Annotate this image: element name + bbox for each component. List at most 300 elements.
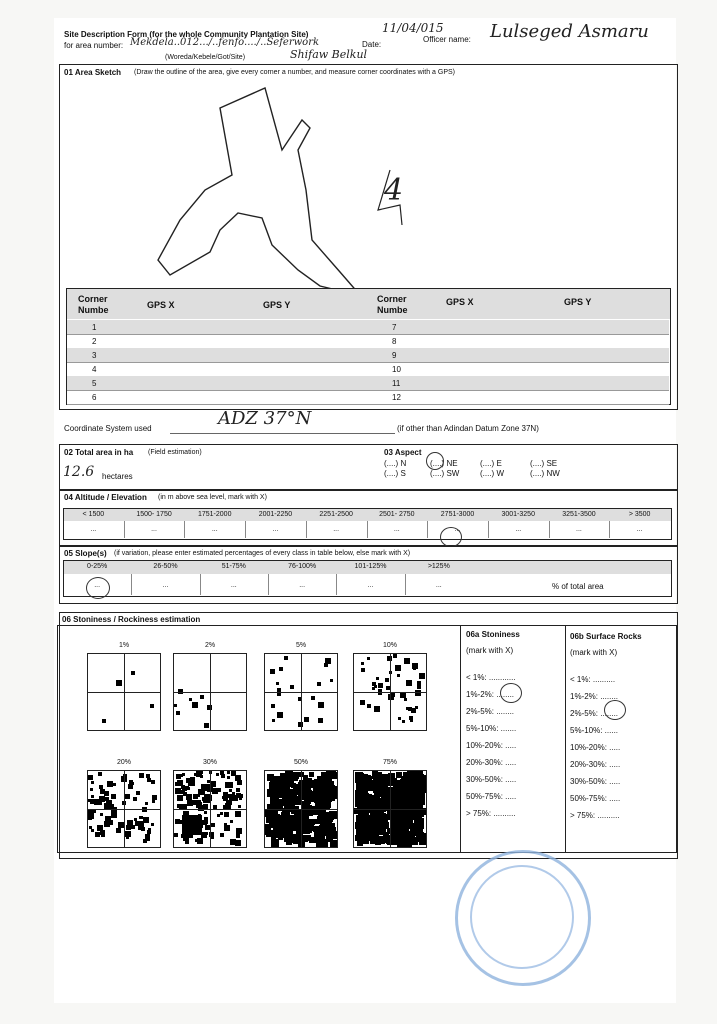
stone-percent-label: 5% [295, 642, 307, 649]
altitude-option: 1500- 1750 [136, 511, 172, 518]
stone-dot [99, 785, 103, 789]
stone-dot [205, 821, 208, 824]
stone-dot [105, 797, 109, 801]
corner-number-left: 2 [92, 337, 97, 346]
stone-panel-hline [265, 692, 337, 693]
altitude-blank: ... [211, 526, 218, 533]
form-title: Site Description Form (for the whole Community Plantation Site) [64, 30, 309, 39]
gps-x-label-right: GPS X [446, 297, 474, 307]
stone-dot [220, 812, 223, 815]
stone-dot [89, 814, 94, 819]
slope-option: >125% [427, 563, 450, 570]
corner-number-right: 8 [392, 337, 397, 346]
stone-dot [299, 827, 305, 833]
stone-dot [200, 775, 203, 778]
stoniness-item: < 1%: ............ [466, 673, 516, 682]
slope-option: 0-25% [87, 563, 108, 570]
stone-dot [404, 698, 407, 701]
stone-dot [394, 818, 401, 825]
officer-name: Lulseged Asmaru [490, 21, 649, 42]
stone-dot [284, 656, 288, 660]
stone-dot [148, 828, 151, 831]
stone-dot [151, 780, 155, 784]
slope-blank: ... [230, 582, 237, 589]
aspect-option: (....) E [480, 459, 502, 468]
corner-number-right: 7 [392, 323, 397, 332]
stone-dot [355, 798, 363, 806]
slope-divider [131, 574, 132, 595]
stone-dot [395, 665, 401, 671]
stone-dot [98, 772, 102, 776]
stone-dot [392, 778, 397, 783]
slope-blank: ... [367, 582, 374, 589]
stone-dot [221, 774, 225, 778]
stone-dot [216, 773, 219, 776]
area-number-label: for area number: [64, 41, 124, 50]
stone-dot [406, 680, 412, 686]
altitude-divider [124, 521, 125, 538]
stone-dot [309, 772, 314, 777]
corner-row-line [67, 334, 669, 335]
stone-dot [304, 825, 312, 833]
stone-dot [266, 830, 273, 837]
coord-system-value: ADZ 37°N [218, 408, 312, 429]
stone-dot [330, 840, 338, 848]
stone-dot [416, 774, 424, 782]
gps-y-label-left: GPS Y [263, 300, 291, 310]
stone-dot [192, 702, 198, 708]
stone-dot [378, 683, 383, 688]
altitude-option: 2751-3000 [440, 511, 475, 518]
section-03-label: 03 Aspect [384, 448, 422, 457]
corner-number-right: 10 [392, 365, 401, 374]
stone-dot [200, 695, 204, 699]
slope-option: 51-75% [221, 563, 246, 570]
stone-dot [392, 793, 398, 799]
altitude-divider [306, 521, 307, 538]
corner-row-line [67, 404, 669, 405]
stone-dot [415, 706, 418, 709]
stone-dot [136, 791, 140, 795]
stone-dot [374, 792, 380, 798]
stone-dot [374, 782, 381, 789]
stone-dot [417, 685, 421, 689]
slope-option: 76-100% [288, 563, 317, 570]
stone-dot [176, 711, 180, 715]
corner-number-left: 6 [92, 393, 97, 402]
stone-dot [285, 778, 292, 785]
stone-dot [88, 799, 91, 802]
stone-dot [414, 814, 421, 821]
altitude-divider [367, 521, 368, 538]
corner-number-left: 1 [92, 323, 97, 332]
aspect-option: (....) NE [430, 459, 458, 468]
stone-dot [230, 839, 236, 845]
slope-option: 101-125% [354, 563, 387, 570]
stone-dot [231, 771, 236, 776]
stone-panel [87, 653, 161, 731]
section-05-note: (if variation, please enter estimated percentages of every class in table below, else mark with X) [114, 550, 411, 557]
stone-dot [105, 823, 108, 826]
stone-dot [111, 794, 116, 799]
slope-blank: ... [435, 582, 442, 589]
stone-dot [290, 685, 294, 689]
stone-dot [372, 836, 379, 843]
stone-dot [314, 837, 320, 843]
stone-dot [131, 671, 135, 675]
stone-dot [236, 834, 240, 838]
altitude-blank: ... [90, 526, 97, 533]
aspect-selected-mark [426, 452, 444, 470]
stone-dot [177, 795, 183, 801]
stone-dot [235, 811, 241, 817]
stoniness-divider-2 [565, 625, 566, 852]
section-01-instructions: (Draw the outline of the area, give every corner a number, and measure corner coordinates with a GPS) [134, 69, 455, 76]
slope-blank: ... [94, 582, 101, 589]
stone-dot [190, 777, 195, 782]
stone-dot [415, 690, 421, 696]
aspect-option: (....) S [384, 469, 406, 478]
altitude-option: < 1500 [82, 511, 105, 518]
stone-dot [226, 800, 230, 804]
altitude-selected-mark [440, 527, 462, 547]
stone-dot [271, 704, 275, 708]
stoniness-item: 10%-20%: ..... [466, 741, 517, 750]
stone-dot [367, 657, 370, 660]
stone-dot [150, 704, 154, 708]
stone-dot [357, 772, 363, 778]
stoniness-item: 5%-10%: ....... [466, 724, 517, 733]
stoniness-item: 30%-50%: ..... [466, 775, 517, 784]
stone-dot [400, 830, 406, 836]
altitude-blank: ... [454, 526, 461, 533]
stone-dot [328, 783, 333, 788]
total-area-value: 12.6 [63, 464, 95, 480]
stone-dot [322, 773, 330, 781]
stone-dot [174, 704, 177, 707]
stone-dot [271, 777, 277, 783]
stone-dot [284, 835, 291, 842]
stone-dot [318, 702, 324, 708]
slope-option: 26-50% [153, 563, 178, 570]
stone-dot [131, 782, 134, 785]
stone-dot [292, 775, 298, 781]
stone-dot [189, 698, 192, 701]
stone-dot [413, 667, 416, 670]
stone-dot [393, 654, 397, 658]
stone-dot [304, 797, 311, 804]
stone-dot [305, 835, 311, 841]
stoniness-divider-1 [460, 625, 461, 852]
stone-dot [311, 696, 315, 700]
stone-dot [367, 784, 372, 789]
stone-dot [204, 723, 209, 728]
stone-dot [407, 836, 414, 843]
stone-panel [87, 770, 161, 848]
corner-col-label-right: Corner Numbe [377, 294, 408, 315]
stone-dot [202, 797, 206, 801]
stoniness-item: 2%-5%: ........ [466, 707, 515, 716]
section-02-note: (Field estimation) [148, 449, 202, 456]
stone-dot [317, 682, 321, 686]
altitude-option: 3251-3500 [562, 511, 596, 518]
stone-dot [361, 662, 364, 665]
stone-dot [125, 794, 130, 799]
stone-dot [131, 825, 135, 829]
stone-dot [183, 835, 189, 841]
aspect-option: (....) W [480, 469, 504, 478]
stone-dot [113, 783, 116, 786]
stone-dot [238, 805, 241, 808]
corner-row-line [67, 362, 669, 363]
stone-dot [402, 720, 405, 723]
corner-row-line [67, 390, 669, 391]
slope-blank: ... [299, 582, 306, 589]
altitude-blank: ... [515, 526, 522, 533]
stone-dot [361, 668, 365, 672]
aspect-option: (....) SW [430, 469, 460, 478]
date-value: 11/04/015 [382, 21, 444, 35]
stone-percent-label: 20% [116, 759, 131, 766]
corner-number-left: 5 [92, 379, 97, 388]
stone-dot [406, 707, 409, 710]
altitude-divider [245, 521, 246, 538]
altitude-divider [427, 521, 428, 538]
stone-panel [173, 770, 247, 848]
total-area-unit: hectares [102, 472, 133, 481]
stone-dot [182, 773, 185, 776]
stone-panel [173, 653, 247, 731]
stone-dot [145, 802, 148, 805]
stone-dot [360, 700, 365, 705]
stone-dot [356, 783, 364, 791]
stone-panel [353, 770, 427, 848]
stone-panel-hline [88, 692, 160, 693]
stone-dot [91, 795, 94, 798]
stone-dot [329, 811, 337, 819]
stone-dot [282, 787, 289, 794]
stone-dot [271, 839, 279, 847]
stone-dot [195, 839, 198, 842]
stone-dot [100, 789, 105, 794]
gps-x-label-left: GPS X [147, 300, 175, 310]
stone-dot [357, 793, 362, 798]
stone-dot [140, 816, 143, 819]
rocks-item: 1%-2%: ........ [570, 692, 619, 701]
coord-system-line [170, 433, 395, 434]
stone-dot [88, 775, 93, 780]
stone-dot [276, 682, 279, 685]
slope-divider [336, 574, 337, 595]
stone-dot [90, 788, 93, 791]
aspect-option: (....) NW [530, 469, 560, 478]
corner-number-right: 12 [392, 393, 401, 402]
stone-block [182, 815, 202, 835]
stone-dot [175, 782, 179, 786]
stone-panel-hline [265, 809, 337, 810]
altitude-option: 2251-2500 [319, 511, 353, 518]
stone-dot [419, 673, 425, 679]
stone-dot [302, 782, 308, 788]
corner-row-shade [67, 320, 669, 334]
corner-number-right: 9 [392, 351, 397, 360]
section-04-label: 04 Altitude / Elevation [64, 493, 147, 502]
altitude-blank: ... [272, 526, 279, 533]
stone-dot [227, 776, 230, 779]
location-sub-value: Shifaw Belkul [290, 48, 368, 61]
aspect-option: (....) N [384, 459, 407, 468]
stone-dot [197, 794, 200, 797]
stone-dot [329, 831, 337, 839]
stone-dot [363, 836, 368, 841]
stone-dot [236, 793, 241, 798]
corner-col-label-left: Corner Numbe [78, 294, 109, 315]
stone-dot [304, 717, 309, 722]
altitude-option: 3001-3250 [501, 511, 535, 518]
altitude-divider [184, 521, 185, 538]
rocks-title: 06b Surface Rocks [570, 632, 642, 641]
slope-divider [268, 574, 269, 595]
section-04-note: (in m above sea level, mark with X) [158, 494, 267, 501]
stone-dot [409, 716, 413, 720]
slope-divider [200, 574, 201, 595]
stone-dot [224, 812, 229, 817]
stone-panel-hline [88, 809, 160, 810]
stone-panel [264, 653, 338, 731]
stone-dot [270, 669, 275, 674]
stone-dot [145, 834, 150, 839]
stone-dot [97, 825, 103, 831]
rocks-item: 30%-50%: ..... [570, 777, 621, 786]
aspect-option: (....) SE [530, 459, 558, 468]
stone-dot [265, 824, 270, 829]
stoniness-item: 1%-2%: ........ [466, 690, 515, 699]
stone-dot [102, 719, 106, 723]
stone-dot [372, 687, 375, 690]
stone-dot [111, 807, 117, 813]
stone-dot [227, 771, 230, 774]
rocks-item: 20%-30%: ..... [570, 760, 621, 769]
stone-dot [152, 800, 155, 803]
stoniness-selected-mark [500, 683, 522, 703]
stone-dot [292, 824, 299, 831]
stone-dot [139, 773, 144, 778]
stone-dot [416, 832, 424, 840]
stone-dot [327, 796, 332, 801]
stone-dot [385, 678, 389, 682]
corner-number-left: 4 [92, 365, 97, 374]
stone-dot [270, 800, 278, 808]
rocks-selected-mark [604, 700, 626, 720]
altitude-divider [609, 521, 610, 538]
stone-percent-label: 30% [202, 759, 217, 766]
slope-divider [405, 574, 406, 595]
stone-dot [293, 839, 298, 844]
stone-percent-label: 75% [382, 759, 397, 766]
stone-dot [330, 679, 333, 682]
stone-dot [211, 823, 215, 827]
stone-dot [412, 791, 420, 799]
stone-dot [398, 717, 401, 720]
stone-dot [374, 706, 380, 712]
stone-dot [313, 826, 319, 832]
altitude-option: 2501- 2750 [379, 511, 415, 518]
slope-selected-mark [86, 577, 110, 599]
stone-dot [100, 813, 103, 816]
coord-system-label: Coordinate System used [64, 424, 152, 433]
stone-dot [217, 814, 220, 817]
stone-dot [187, 800, 193, 806]
stone-dot [116, 828, 121, 833]
area-number-value: Mekdela..012.../..fenfo..../..Seferwork [130, 37, 320, 48]
stone-dot [279, 667, 283, 671]
section-05-label: 05 Slope(s) [64, 549, 107, 558]
stone-panel-hline [354, 692, 426, 693]
stone-panel-hline [174, 809, 246, 810]
stone-dot [151, 823, 154, 826]
stone-dot [126, 836, 129, 839]
section-01-title: 01 Area Sketch [64, 68, 122, 77]
stone-dot [329, 823, 335, 829]
stone-dot [236, 828, 242, 834]
stone-percent-label: 1% [118, 642, 130, 649]
slope-blank: ... [162, 582, 169, 589]
stone-dot [191, 782, 195, 786]
stone-dot [204, 811, 207, 814]
location-sub-label: (Woreda/Kebele/Got/Site) [165, 54, 246, 61]
rocks-note: (mark with X) [570, 648, 618, 657]
stone-dot [277, 712, 283, 718]
stone-dot [413, 782, 421, 790]
stone-dot [205, 832, 208, 835]
rocks-item: 50%-75%: ..... [570, 794, 621, 803]
corner-row-shade [67, 376, 669, 390]
coord-system-note: (if other than Adindan Datum Zone 37N) [397, 424, 539, 433]
altitude-blank: ... [576, 526, 582, 533]
stone-dot [397, 674, 400, 677]
stone-dot [97, 800, 102, 805]
stone-dot [313, 784, 321, 792]
slope-total-label: % of total area [552, 582, 604, 591]
altitude-option: > 3500 [628, 511, 651, 518]
altitude-blank: ... [636, 526, 643, 533]
stone-dot [237, 789, 240, 792]
stone-dot [272, 719, 275, 722]
stone-dot [406, 792, 411, 797]
stone-dot [116, 680, 122, 686]
stone-dot [230, 820, 233, 823]
stone-dot [202, 789, 205, 792]
stone-dot [217, 788, 220, 791]
stone-dot [404, 658, 410, 664]
stone-dot [176, 774, 181, 779]
stone-dot [318, 816, 326, 824]
stone-percent-label: 50% [293, 759, 308, 766]
stone-dot [401, 816, 407, 822]
stoniness-item: 20%-30%: ..... [466, 758, 517, 767]
stone-dot [220, 833, 224, 837]
stoniness-title: 06a Stoniness [466, 630, 520, 639]
date-label: Date: [362, 40, 382, 49]
stone-dot [91, 781, 94, 784]
stone-dot [383, 834, 389, 840]
stoniness-item: > 75%: .......... [466, 809, 516, 818]
stone-panel-hline [174, 692, 246, 693]
stone-dot [291, 806, 299, 814]
stone-dot [133, 797, 137, 801]
corner-number-left: 3 [92, 351, 97, 360]
stone-dot [181, 785, 185, 789]
